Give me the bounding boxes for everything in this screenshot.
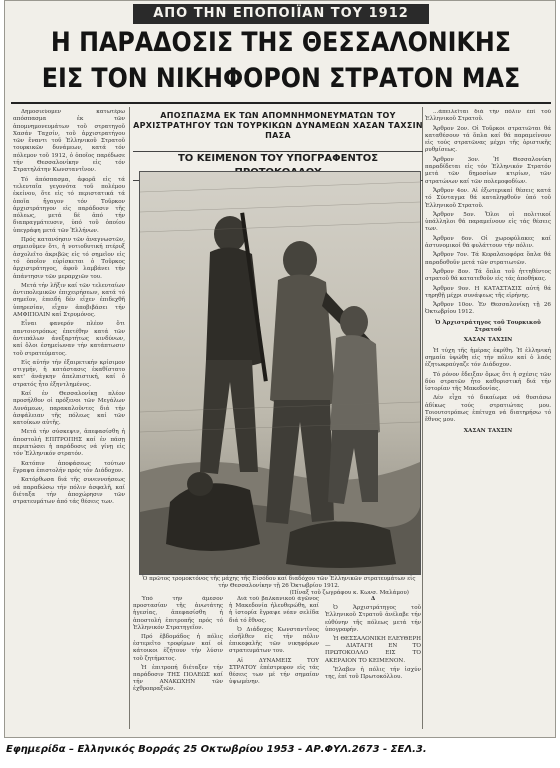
signature-name: ΧΑΣΑΝ ΤΑΧΣΙΝ [463,337,513,344]
battle-painting-image [139,171,421,575]
paragraph: Μετά τήν σύσκεψιν, ἀπεφασίσθη ἡ ἀποστολή ΕΠΙΤΡΟΠΗΣ καί ἐν πάσῃ περιπτώσει ἡ παράδοσις νά γίνῃ εἰς τόν Ἑλληνικόν στρατόν. [13,429,125,458]
article-clause: Ἄρθρον 4ον. Αἱ ἐξωτερικαί θέσεις κατά τό Σύνταγμα θά καταληφθοῦν ὑπό τοῦ Ἑλληνικοῦ Στρατοῦ. [425,187,551,209]
image-caption [139,576,419,597]
left-article-column [13,109,125,727]
caption-credit: (Πίναξ τοῦ ζωγράφου κ. Κωνσ. Μαλάμου) [289,590,409,596]
paragraph: Καί ἐν Θεσσαλονίκῃ πλέον προσήλθον οἱ πρόξενοι τῶν Μεγάλων Δυνάμεων, παρακαλοῦντες διά τήν ἀσφάλειαν τῆς πόλεως καί τῶν κατοίκων αὐτῆς. [13,390,125,427]
article-clause: Ἄρθρον 6ον. Οἱ χωροφύλακες καί ἀστυνομικοί θά φυλάττουν τήν πόλιν. [425,235,551,250]
paragraph: Τό ρόνον ἔδειξαν ὅμως ὅτι ἡ σχέσις τῶν δύο στρατῶν ἦτο καθοριστική διά τήν ἱστορίαν τῆς Μακεδονίας. [425,371,551,393]
paragraph: Ἔλαβεν ἡ πόλις τήν ἰσχύν της, ἐπί τοῦ Πρωτοκόλλου. [325,666,421,681]
article-clause: Ἄρθρον 9ον. Η ΚΑΤΑΣΤΑΣΙΣ αὐτή θά τηρηθῇ μέχρι συνάψεως τῆς εἰρήνης. [425,285,551,299]
headline-rule [11,102,551,104]
paragraph: Ἡ τύχη τῆς ἡμέρας ἐκρίθη. Ἡ ἑλληνική σημαία ὑψώθη εἰς τήν πόλιν καί ὁ λαός ἐζητωκραύγαζε τόν Διάδοχον. [425,347,551,369]
paragraph: Μετά τήν λῆξιν καί τῶν τελευταίων ἀντιπολεμικῶν ἐπιχειρήσεων, κατά τό σημεῖον, ἐπειδή δέν εἶχεν ἐπιδεχθῆ ὑπηρεσίαν, εἶχαν ἀποβιβάσει τήν ΑΜΦΙΠΟΛΙΝ καί Στρυμόνος. [13,282,125,319]
column-divider-left [129,107,130,729]
soldiers-engraving [140,172,420,574]
article-clause: Ἄρθρον 2ον. Οἱ Τοῦρκοι στρατιῶται θά καταθέσουν τά ὅπλα καί θά παραμείνουν εἰς τούς στρατῶνας μέχρι τῆς ὁριστικῆς ρυθμίσεως. [425,125,551,154]
source-footer: Εφημερίδα – Ελληνικός Βορράς 25 Οκτωβρίου 1953 - ΑΡ.ΦΥΛ.2673 - ΣΕΛ.3. [6,744,427,755]
closing-signature: ΧΑΣΑΝ ΤΑΧΣΙΝ [463,427,513,434]
paragraph: Ἡ ἐπιτροπή διέταξεν τήν παράδοσιν ΤΗΣ ΠΟΛΕΩΣ καί τήν ΑΝΑΚΩΧΗΝ τῶν ἐχθροπραξιῶν. [133,664,223,693]
paragraph: Ἡ ΘΕΣΣΑΛΟΝΙΚΗ ΕΛΕΥΘΕΡΗ — ΔΙΑΤΑΓΗ ΕΝ ΤΟ ΠΡΩΤΟΚΟΛΛΟ ΕΙΣ ΤΟ ΑΚΕΡΑΙΟΝ ΤΟ ΚΕΙΜΕΝΟΝ. [325,636,421,664]
lower-column-c [325,596,421,728]
paragraph: Δημοσιεύομεν κατωτέρω απόσπασμα ἐκ τῶν ἀπομνημονευμάτων τοῦ στρατηγοῦ Χασάν Ταχσίν, τοῦ ἀρχιστρατήγου τῶν ἔναντι τοῦ Ἑλληνικοῦ Στρατοῦ τουρκικῶν δυνάμεων, κατά τόν πόλεμον τοῦ 1912, ὁ ὁποῖος παρέδωσε τήν Θεσσαλονίκην εἰς τόν Στρατηλάτην Κωνσταντῖνον. [13,109,125,174]
paragraph: Αἱ ΔΥΝΑΜΕΙΣ ΤΟΥ ΣΤΡΑΤΟΥ ἐπέστρεφον εἰς τάς θέσεις των μέ τήν σημαίαν ὑψωμένην. [229,657,319,686]
column-divider-right [422,107,423,729]
paragraph: Εἰς αὐτήν τήν ἐξαιρετικήν κρίσιμον στιγμήν, ἡ κατάστασις ἐκαθίστατο κατ' ἀνάγκην ἀπελπιστική, καί ὁ στρατός ἦτο ἐξηντλημένος. [13,359,125,388]
excerpt-subheading: ΑΠΟΣΠΑΣΜΑ ΕΚ ΤΩΝ ΑΠΟΜΝΗΜΟΝΕΥΜΑΤΩΝ ΤΟΥ ΑΡΧΙΣΤΡΑΤΗΓΟΥ ΤΩΝ ΤΟΥΡΚΙΚΩΝ ΔΥΝΑΜΕΩΝ ΧΑΣΑΝ ΤΑΧΣΙΝ ΠΑΣΑ [133,111,423,140]
article-clause: Ἄρθρον 3ον. Ἡ Θεσσαλονίκη παραδίδεται εἰς τόν Ἑλληνικόν Στρατόν μετά τῶν δημοσίων κτιρίων, τῶν στρατώνων καί τῶν πολεμοφοδίων. [425,156,551,185]
article-clause: Ἄρθρον 5ον. Ὅλοι οἱ πολιτικοί ὑπάλληλοι θά παραμείνουν εἰς τάς θέσεις των. [425,211,551,233]
paragraph: Πρός κατανόησιν τῶν ἀναγνωστῶν, σημειοῦμεν ὅτι, ἡ νοτιοδυτική πτέρυξ ἀσχολεῖτο ἀκριβῶς εἰς τό σημεῖον εἰς τό ὁποῖον εὑρίσκεται ὁ Τοῦρκος ἀρχιστράτηγος, ἀφοῦ λαμβάνει τήν ἀπάντησιν τῶν μεραρχιῶν του. [13,237,125,280]
paragraph: ...ἀπειλεῖται διά τήν πόλιν ἐπί τοῦ Ἑλληνικοῦ Στρατοῦ. [425,109,551,123]
signature-role: Ὁ Ἀρχιστράτηγος τοῦ Τουρκικοῦ Στρατοῦ [435,319,541,334]
paragraph: Ὑπό τήν ἄμεσον προστασίαν τῆς ἀνωτάτης ἡγεσίας, ἀπεφασίσθη ἡ ἀποστολή ἐπιτροπῆς πρός τό Ἑλληνικόν Στρατηγεῖον. [133,596,223,631]
paragraph: Πρό ἐβδομάδος ἡ πόλις ἐστερεῖτο τροφίμων καί οἱ κάτοικοι ἐζήτουν τήν λύσιν τοῦ ζητήματος. [133,634,223,662]
paragraph: Διά τοῦ βαλκανικοῦ ἀγῶνος ἡ Μακεδονία ἠλευθερώθη, καί ἡ ἱστορία ἔγραψε νέαν σελίδα διά τό ἔθνος. [229,596,319,624]
article-clause: Ἄρθρον 7ον. Τά Κεφαλαιοφόρα ὅπλα θά παραδοθοῦν μετά τῶν στρατιωτῶν. [425,252,551,266]
paragraph: Εἶναι φανερόν πλέον ὅτι παντοιοτρόπως ἐπετέθην κατά τῶν ἀντιπάλων ἀνεξαρτήτως κινδύνων, καί ὅλοι ἐσημείωναν τήν κατάπτωσιν τοῦ στρατεύματος. [13,321,125,357]
kicker-banner: ΑΠΟ ΤΗΝ ΕΠΟΠΟΙΪΑΝ ΤΟΥ 1912 [133,4,429,24]
paragraph: Δέν εἶχα τό δικαίωμα νά θυσιάσω ἀδίκως τούς στρατιώτας μου. Τοιουτοτρόπως ἐπέτυχα νά διατηρήσω τό ἔθνος μου. [425,395,551,424]
lower-column-a [133,596,223,728]
paragraph: Κατόρθωσα διά τῆς συνεννοήσεως νά παραδώσω τήν πόλιν ἀσφαλῆ, καί διέταξα τήν ἀποχώρησιν τῶν στρατευμάτων ἀπό τάς θέσεις των. [13,477,125,506]
article-clause: Ἄρθρον 8ον. Τά ὅπλα τοῦ ἡττηθέντος στρατοῦ θά κατατεθοῦν εἰς τάς ἀποθήκας. [425,268,551,283]
paragraph: Ὁ Ἀρχιστράτηγος τοῦ Ἑλληνικοῦ Στρατοῦ ἀνέλαβε τήν εὐθύνην τῆς πόλεως μετά τήν ὑπογραφήν. [325,605,421,633]
protocol-subheading: ΤΟ ΚΕΙΜΕΝΟΝ ΤΟΥ ΥΠΟΓΡΑΦΕΝΤΟΣ [133,151,423,181]
paragraph: Ὁ Διάδοχος Κωνσταντῖνος εἰσῆλθεν εἰς τήν πόλιν ἐπικεφαλῆς τῶν νικηφόρων στρατευμάτων του. [229,626,319,655]
newspaper-page [4,0,556,738]
lower-column-b [229,596,319,728]
paragraph: Τό ἀπόσπασμα, ἀφορᾶ εἰς τά τελευταῖα γεγονότα τοῦ πολέμου ἐκείνου, ὅτε εἰς τό περιστατικά τά ὁποῖα ἤγαγον τόν Τοῦρκον ἀρχιστράτηγον εἰς παράδοσιν τῆς πόλεως, μετά δέ ἀπό τήν διαπραγμάτευσιν, ὑπό τοῦ ὁποίου ὑπεγράφη μετά τῶν Ἑλλήνων. [13,176,125,234]
headline-line-2: ΕΙΣ ΤΟΝ ΝΙΚΗΦΟΡΟΝ ΣΤΡΑΤΟΝ ΜΑΣ [41,63,521,94]
caption-text: Ὁ πρῶτος τρομοκτόνος τῆς μάχης τῆς Εἰσόδου καί διαδόχου τῶν Ἑλληνικῶν στρατευμάτων εἰς τήν Θεσσαλονίκην τῇ 26 Ὀκτωβρίου 1912. [142,576,416,589]
right-protocol-column [425,109,551,727]
headline-line-1: Η ΠΑΡΑΔΟΣΙΣ ΤΗΣ ΘΕΣΣΑΛΟΝΙΚΗΣ [50,27,512,58]
section-heading: Δ [370,596,376,602]
paragraph: Κατόπιν ἀποφάσεως τούτων ἔγραψα ἐπιστολήν πρός τόν Διάδοχον. [13,460,125,474]
article-clause: Ἄρθρον 10ον. Ἐν Θεσσαλονίκῃ τῇ 26 Ὀκτωβρίου 1912. [425,302,551,316]
